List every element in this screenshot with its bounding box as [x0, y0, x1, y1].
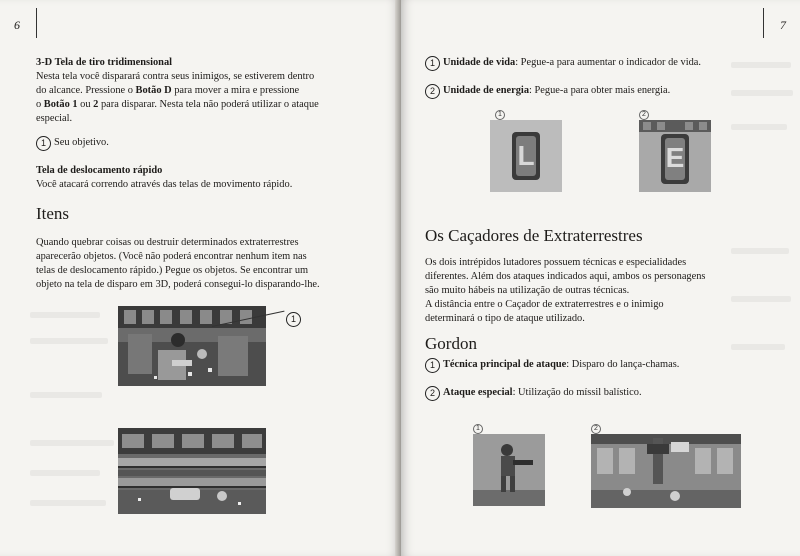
- image-marker: 2: [639, 110, 649, 120]
- life-unit-image: [490, 120, 562, 192]
- cacadores-line: diferentes. Além dos ataques indicados aqui, ambos os personagens: [425, 271, 706, 282]
- gordon-missile-image: [591, 434, 741, 508]
- gordon-heading: Gordon: [425, 334, 477, 353]
- energy-unit-letter: E: [665, 142, 685, 173]
- gordon-main-attack: 1 Técnica principal de ataque: Disparo do lança-chamas.: [425, 358, 679, 373]
- item-life: 1 Unidade de vida: Pegue-a para aumentar o indicador de vida.: [425, 56, 701, 71]
- objective-line: 1 Seu objetivo.: [36, 136, 109, 151]
- screenshot-marker: 1: [286, 312, 301, 327]
- section-3d-line: Nesta tela você disparará contra seus inimigos, se estiverem dentro: [36, 71, 315, 82]
- energy-unit-image: [639, 120, 711, 192]
- life-unit-letter: L: [517, 140, 535, 171]
- image-marker: 1: [495, 110, 505, 120]
- section-3d-title: 3-D Tela de tiro tridimensional: [36, 57, 173, 68]
- itens-line: aparecerão objetos. (Você não poderá encontrar nenhum item nas: [36, 251, 307, 262]
- itens-line: objeto na tela de disparo em 3D, poderá consegui-lo disparando-lhe.: [36, 279, 320, 290]
- cacadores-line: são muito hábeis na utilização de outras técnicas.: [425, 285, 630, 296]
- gordon-special-attack: 2 Ataque especial: Utilização do míssil balístico.: [425, 386, 642, 401]
- section-fast-text: Você atacará correndo através das telas de movimento rápido.: [36, 179, 293, 190]
- itens-line: Quando quebrar coisas ou destruir determinados extraterrestres: [36, 237, 299, 248]
- section-3d-line: do alcance. Pressione o Botão D para mover a mira e pressione: [36, 85, 300, 96]
- image-marker: 1: [473, 424, 483, 434]
- left-page: [0, 0, 399, 556]
- crop-mark: [763, 8, 764, 38]
- screenshot-fast-scroll: [118, 428, 266, 514]
- itens-heading: Itens: [36, 204, 70, 223]
- image-marker: 2: [591, 424, 601, 434]
- cacadores-heading: Os Caçadores de Extraterrestres: [425, 226, 643, 245]
- cacadores-line: A distância entre o Caçador de extraterrestres e o inimigo: [425, 299, 664, 310]
- marker-1: 1: [36, 136, 51, 151]
- item-energy: 2 Unidade de energia: Pegue-a para obter mais energia.: [425, 84, 670, 99]
- page-number: 7: [780, 18, 786, 32]
- cacadores-line: Os dois intrépidos lutadores possuem técnicas e especialidades: [425, 257, 687, 268]
- itens-line: telas de deslocamento rápido.) Pegue os objetos. Se encontrar um: [36, 265, 309, 276]
- section-fast-title: Tela de deslocamento rápido: [36, 165, 163, 176]
- right-page: [401, 0, 800, 556]
- cacadores-line: determinará o tipo de ataque utilizado.: [425, 313, 585, 324]
- screenshot-3d-shooting: [118, 306, 266, 386]
- section-3d-line: o Botão 1 ou 2 para disparar. Nesta tela não poderá utilizar o ataque: [36, 99, 319, 110]
- page-number: 6: [14, 18, 20, 32]
- crop-mark: [36, 8, 37, 38]
- gordon-flamethrower-image: [473, 434, 545, 506]
- section-3d-line: especial.: [36, 113, 73, 124]
